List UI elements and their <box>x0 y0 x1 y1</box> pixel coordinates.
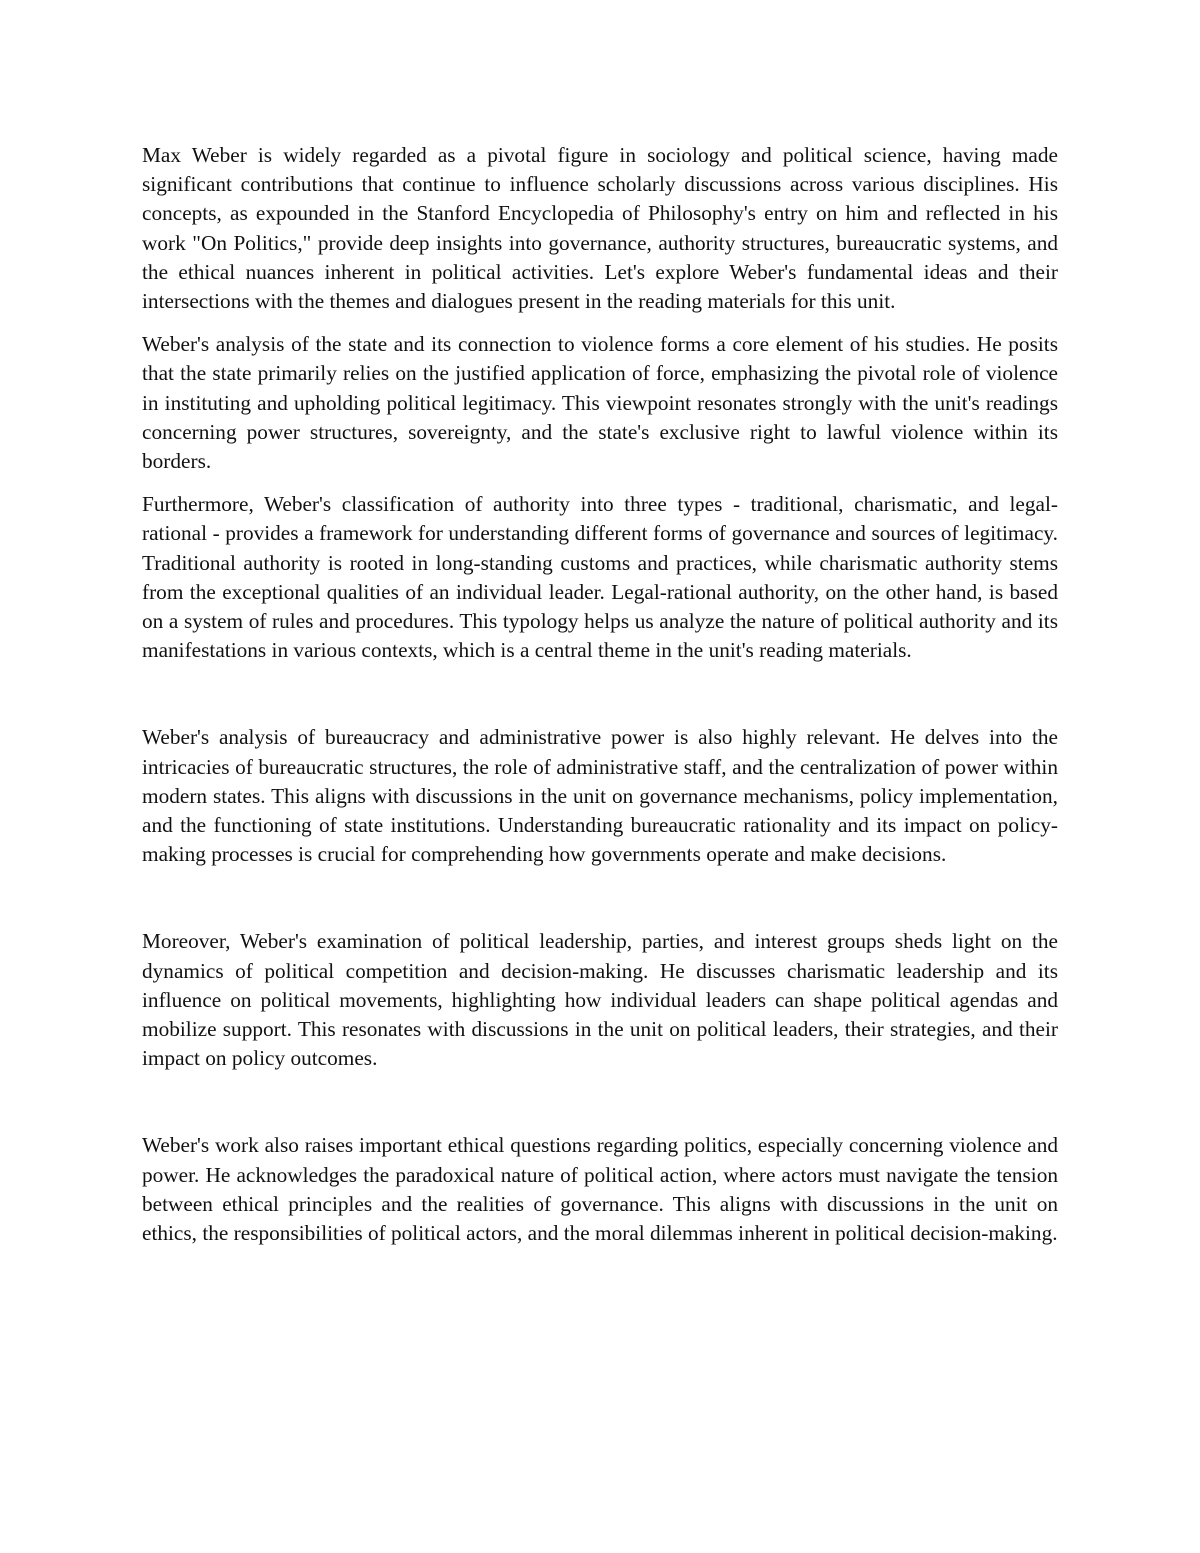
paragraph-leadership: Moreover, Weber's examination of political leadership, parties, and interest groups sheds light on the dynamics of political competition and decision-making. He discusses charismatic leadership and its influence on political movements, highlighting how individual leaders can shape political agendas and mobilize support. This resonates with discussions in the unit on political leaders, their strategies, and their impact on policy outcomes. <box>142 929 1058 1071</box>
paragraph-intro: Max Weber is widely regarded as a pivotal figure in sociology and political science, having made significant contributions that continue to influence scholarly discussions across various disciplines. His concepts, as expounded in the Stanford Encyclopedia of Philosophy's entry on him and reflected in his work "On Politics," provide deep insights into governance, authority structures, bureaucratic systems, and the ethical nuances inherent in political activities. Let's explore Weber's fundamental ideas and their intersections with the themes and dialogues present in the reading materials for this unit. <box>142 143 1058 314</box>
paragraph-ethics: Weber's work also raises important ethical questions regarding politics, especially concerning violence and power. He acknowledges the paradoxical nature of political action, where actors must navigate the tension between ethical principles and the realities of governance. This aligns with discussions in the unit on ethics, the responsibilities of political actors, and the moral dilemmas inherent in political decision-making. <box>142 1133 1058 1246</box>
paragraph-authority-types: Furthermore, Weber's classification of authority into three types - traditional, charismatic, and legal-rational - provides a framework for understanding different forms of governance and sources of legitimacy. Traditional authority is rooted in long-standing customs and practices, while charismatic authority stems from the exceptional qualities of an individual leader. Legal-rational authority, on the other hand, is based on a system of rules and procedures. This typology helps us analyze the nature of political authority and its manifestations in various contexts, which is a central theme in the unit's reading materials. <box>142 492 1058 663</box>
paragraph-bureaucracy: Weber's analysis of bureaucracy and administrative power is also highly relevant. He delves into the intricacies of bureaucratic structures, the role of administrative staff, and the centralization of power within modern states. This aligns with discussions in the unit on governance mechanisms, policy implementation, and the functioning of state institutions. Understanding bureaucratic rationality and its impact on policy-making processes is crucial for comprehending how governments operate and make decisions. <box>142 725 1058 867</box>
document-body <box>142 141 1058 1262</box>
paragraph-state-violence: Weber's analysis of the state and its connection to violence forms a core element of his studies. He posits that the state primarily relies on the justified application of force, emphasizing the pivotal role of violence in instituting and upholding political legitimacy. This viewpoint resonates strongly with the unit's readings concerning power structures, sovereignty, and the state's exclusive right to lawful violence within its borders. <box>142 332 1058 474</box>
